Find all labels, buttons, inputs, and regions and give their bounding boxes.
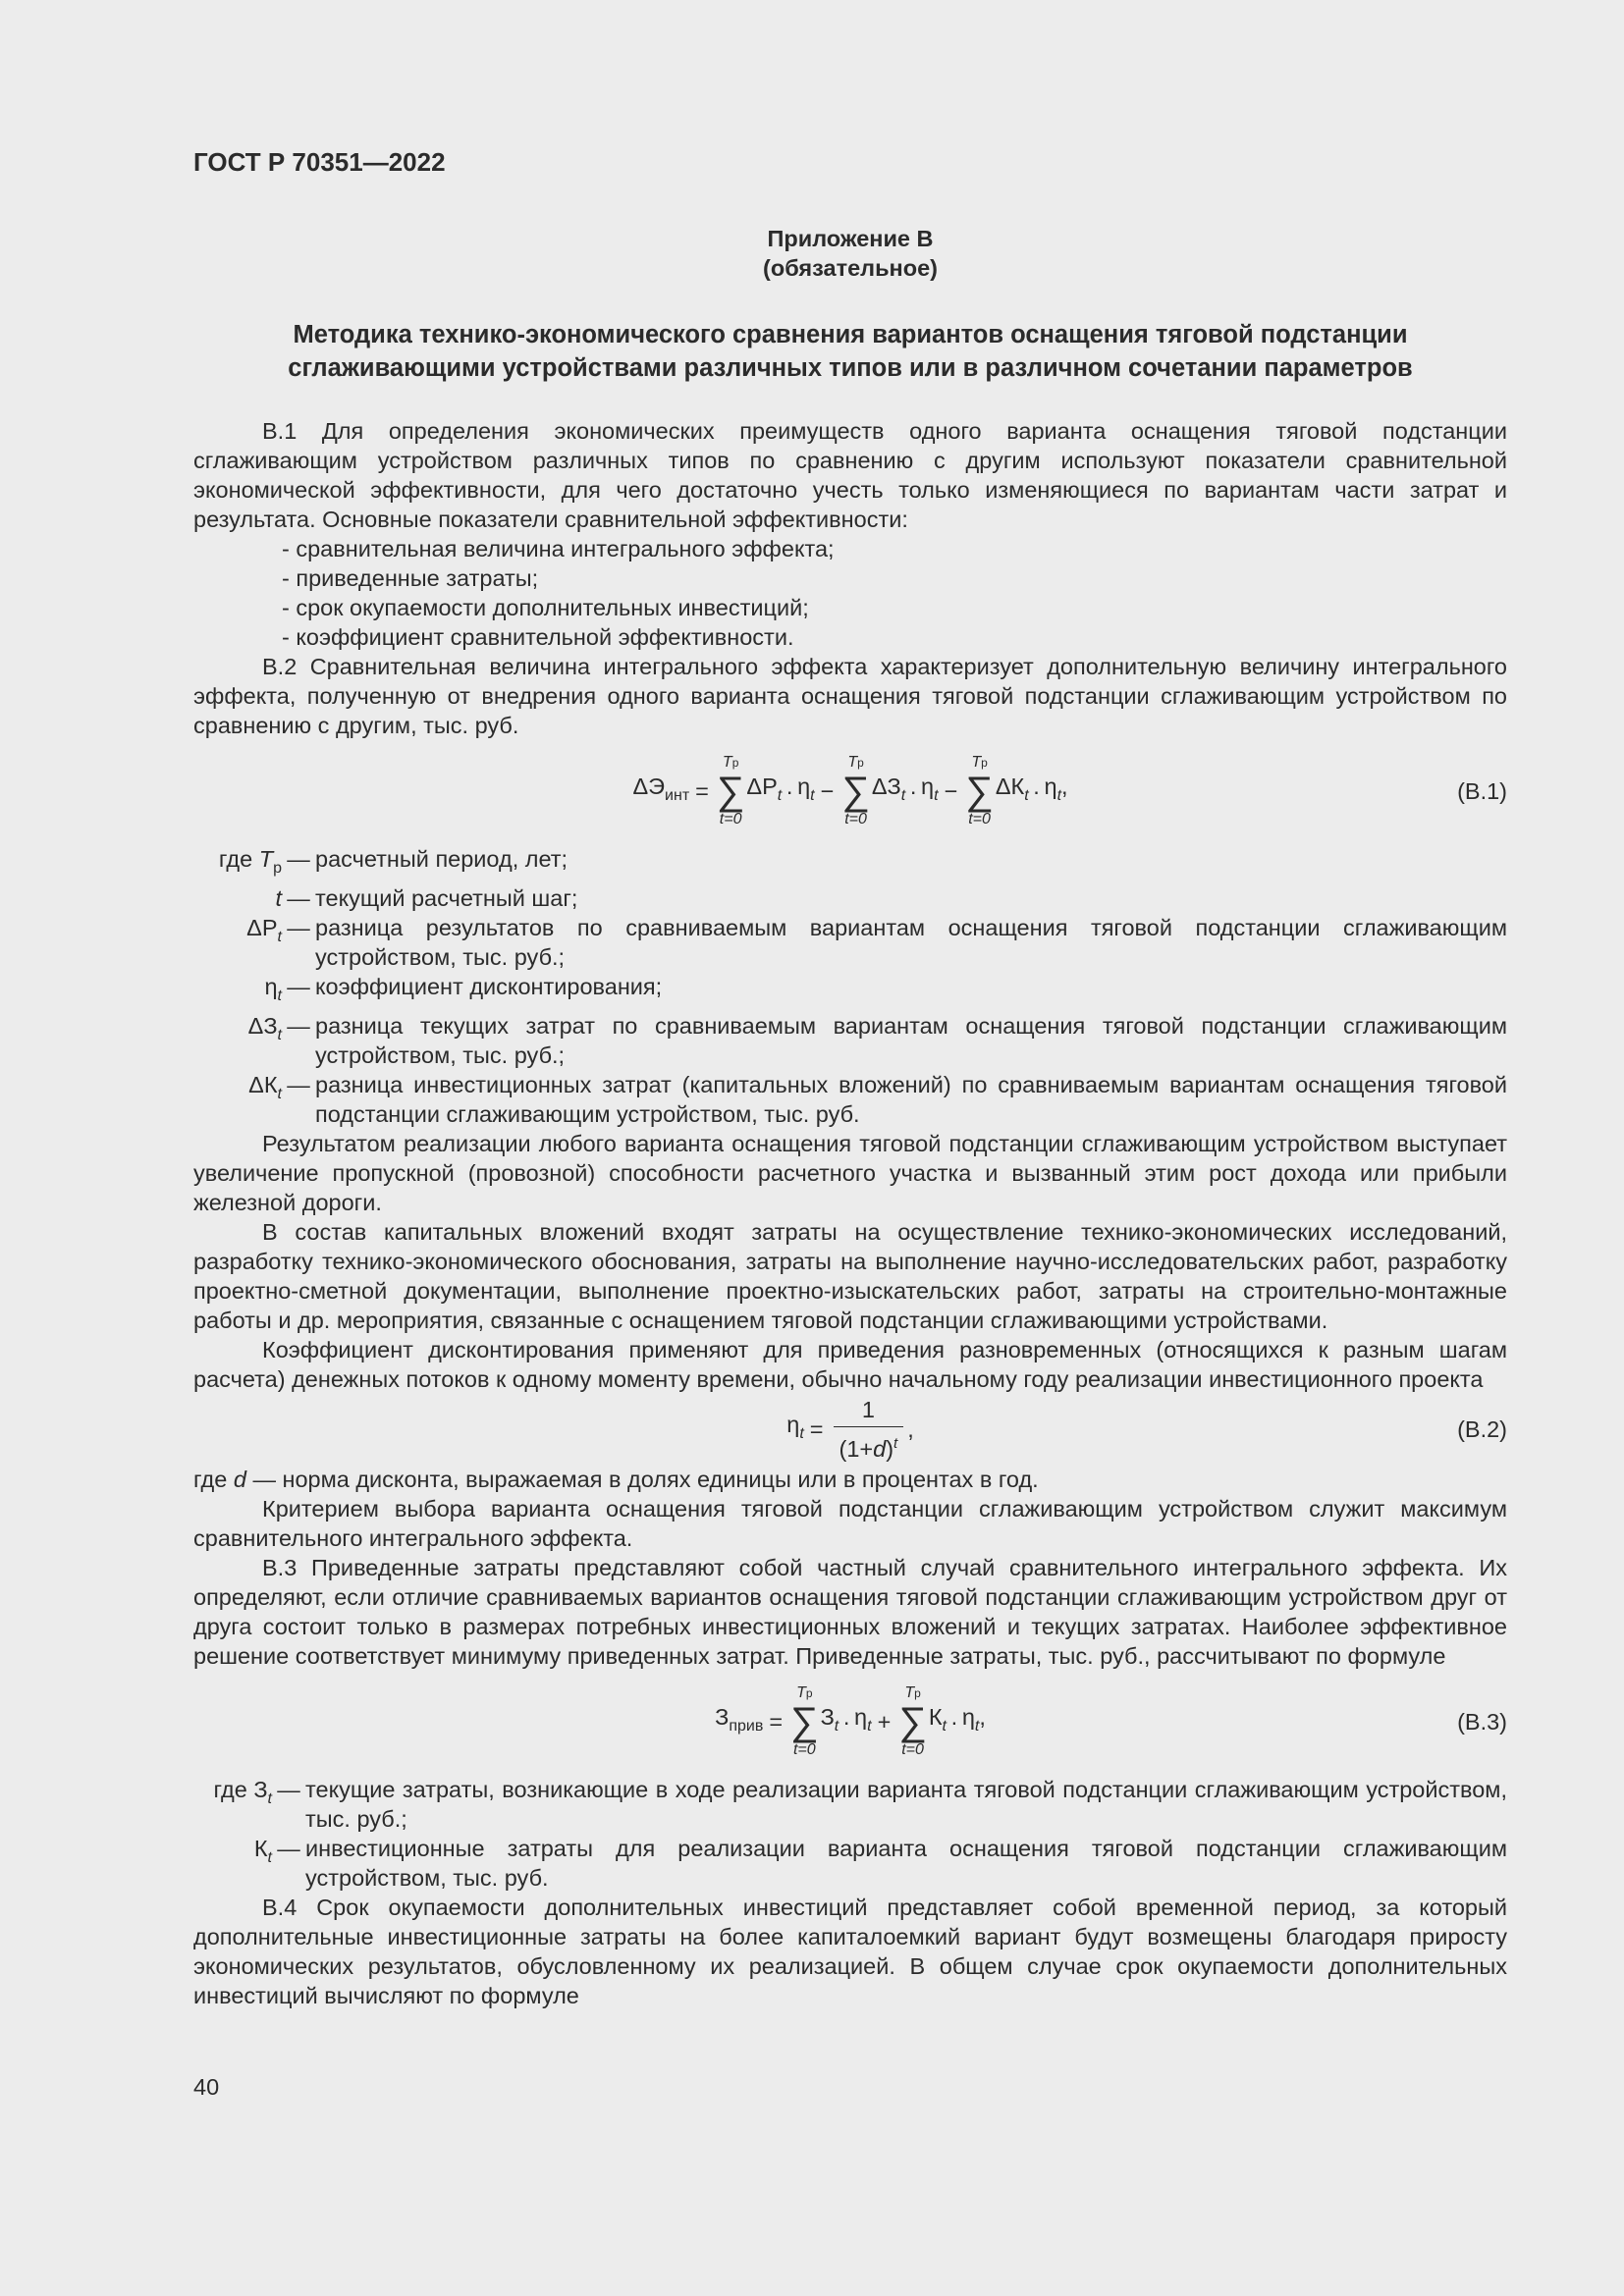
definition-text: текущие затраты, возникающие в ходе реализации варианта тяговой подстанции сглаживающим устройством, тыс. руб.; [305, 1777, 1507, 1832]
definition-dash: — [287, 885, 310, 911]
paragraph-discount: Коэффициент дисконтирования применяют для приведения разновременных (относящихся к разным шагам расчета) денежных потоков к одному моменту времени, обычно начальному году реализации инвестиционного проекта [193, 1337, 1507, 1392]
fraction: $\frac{1}{(1+d)^t}$ [834, 1395, 904, 1464]
list-item-3: - срок окупаемости дополнительных инвестиций; [282, 595, 809, 620]
definition-row [193, 1834, 1507, 1893]
definition-symbol: $\eta_t$ [264, 974, 282, 1004]
sum-symbol: Tр ∑ t=0 [716, 754, 745, 828]
definition-text: расчетный период, лет; [315, 846, 568, 872]
definition-text: разница инвестиционных затрат (капитальных вложений) по сравниваемым вариантам оснащения тяговой подстанции сглаживающим устройством, тыс. руб. [315, 1072, 1507, 1127]
list-item-1: - сравнительная величина интегрального эффекта; [282, 536, 835, 561]
definition-row [193, 1011, 1507, 1070]
definition-text: разница текущих затрат по сравниваемым вариантам оснащения тяговой подстанции сглаживающим устройством, тыс. руб.; [315, 1013, 1507, 1068]
definition-dash: — [287, 1072, 310, 1097]
definition-text: разница результатов по сравниваемым вариантам оснащения тяговой подстанции сглаживающим устройством, тыс. руб.; [315, 915, 1507, 970]
formula-b2-expression: $\eta_t$ = $\frac{1}{(1+d)^t}$ , [786, 1397, 914, 1462]
formula-b1-expression: $\Delta Э_{инт}$ = Tр ∑ t=0 $\Delta Р_t$ · $\eta_t$ − Tр ∑ t=0 $\Delta З_t$ · $\eta_t$ − Tр ∑ t=0 $\Delta К_t$ · $\eta_t$, [632, 754, 1068, 828]
definition-row [193, 1070, 1507, 1129]
definition-row [193, 883, 1507, 913]
paragraph-criterion: Критерием выбора варианта оснащения тяговой подстанции сглаживающим устройством служит максимум сравнительного интегрального эффекта. [193, 1496, 1507, 1551]
definition-dash: — [277, 1777, 300, 1802]
sum-symbol: Tр ∑ t=0 [841, 754, 870, 828]
definition-row [193, 844, 1507, 883]
annex-title: Приложение В [767, 226, 934, 251]
method-title [193, 318, 1507, 385]
definition-text: инвестиционные затраты для реализации варианта оснащения тяговой подстанции сглаживающим устройством, тыс. руб. [305, 1836, 1507, 1891]
method-title-line-2: сглаживающими устройствами различных типов или в различном сочетании параметров [288, 354, 1413, 382]
definition-dash: — [287, 915, 310, 940]
page-number: 40 [193, 2074, 220, 2100]
definition-symbol: $\Delta Р_t$ [246, 915, 282, 945]
definitions-b3 [193, 1775, 1507, 1893]
equation-number-b2: (В.2) [1457, 1416, 1507, 1442]
paragraph-b1: В.1 Для определения экономических преимуществ одного варианта оснащения тяговой подстанции сглаживающим устройством различных типов по сравнению с другим используют показатели сравнительной экономической эффективности, для чего достаточно учесть только изменяющиеся по вариантам части затрат и результата. Основные показатели сравнительной эффективности: [193, 418, 1507, 532]
paragraph-b4: В.4 Срок окупаемости дополнительных инвестиций представляет собой временной период, за который дополнительные инвестиционные затраты на более капиталоемкий вариант будут возмещены благодаря приросту экономических результатов, обусловленному их реализацией. В общем случае срок окупаемости дополнительных инвестиций вычисляют по формуле [193, 1895, 1507, 2008]
formula-b1 [193, 740, 1507, 842]
equation-number-b1: (В.1) [1457, 778, 1507, 804]
formula-b3 [193, 1671, 1507, 1773]
definition-d-text: — норма дисконта, выражаемая в долях единицы или в процентах в год. [252, 1467, 1039, 1492]
formula-b3-expression: $З_{прив}$ = Tр ∑ t=0 $З_t$ · $\eta_t$ + Tр ∑ t=0 $К_t$ · $\eta_t$, [715, 1684, 986, 1758]
paragraph-result: Результатом реализации любого варианта оснащения тяговой подстанции сглаживающим устройством выступает увеличение пропускной (провозной) способности расчетного участка и вызванный этим рост дохода или прибыли железной дороги. [193, 1131, 1507, 1215]
definition-d: где d — норма дисконта, выражаемая в долях единицы или в процентах в год. [193, 1467, 1039, 1492]
definition-symbol: t [275, 885, 282, 911]
definition-symbol: $К_t$ [253, 1836, 272, 1866]
sum-symbol: Tр ∑ t=0 [898, 1684, 927, 1758]
list-item-4: - коэффициент сравнительной эффективности. [282, 624, 794, 650]
sum-symbol: Tр ∑ t=0 [790, 1684, 819, 1758]
paragraph-b2: В.2 Сравнительная величина интегрального эффекта характеризует дополнительную величину интегрального эффекта, полученную от внедрения одного варианта оснащения тяговой подстанции сглаживающим устройством по сравнению с другим, тыс. руб. [193, 654, 1507, 738]
paragraph-b3: В.3 Приведенные затраты представляют собой частный случай сравнительного интегрального эффекта. Их определяют, если отличие сравниваемых вариантов оснащения тяговой подстанции сглаживающим устройством друг от друга состоит только в размерах потребных инвестиционных вложений и текущих затратах. Наиболее эффективное решение соответствует минимуму приведенных затрат. Приведенные затраты, тыс. руб., рассчитывают по формуле [193, 1555, 1507, 1669]
definition-dash: — [287, 974, 310, 999]
definition-symbol: $\Delta З_t$ [247, 1013, 282, 1043]
document-code: ГОСТ Р 70351—2022 [193, 147, 446, 177]
list-item-2: - приведенные затраты; [282, 565, 539, 591]
definition-symbol: где $З_t$ [213, 1777, 272, 1807]
method-title-line-1: Методика технико-экономического сравнения вариантов оснащения тяговой подстанции [293, 321, 1408, 348]
definition-dash: — [287, 1013, 310, 1039]
formula-b2 [193, 1394, 1507, 1465]
definition-dash: — [287, 846, 310, 872]
equation-number-b3: (В.3) [1457, 1709, 1507, 1735]
definition-row [193, 913, 1507, 972]
definition-symbol: где $T_р$ [218, 846, 282, 877]
definition-text: коэффициент дисконтирования; [315, 974, 663, 999]
paragraph-capital: В состав капитальных вложений входят затраты на осуществление технико-экономических исследований, разработку технико-экономического обоснования, затраты на выполнение научно-исследовательских работ, разработку проектно-сметной документации, выполнение проектно-изыскательских работ, затраты на строительно-монтажные работы и др. мероприятия, связанные с оснащением тяговой подстанции сглаживающими устройствами. [193, 1219, 1507, 1333]
annex-status: (обязательное) [763, 255, 938, 281]
definition-row [193, 972, 1507, 1011]
definition-symbol: $\Delta К_t$ [248, 1072, 282, 1102]
definition-dash: — [277, 1836, 300, 1861]
definition-text: текущий расчетный шаг; [315, 885, 578, 911]
definition-row [193, 1775, 1507, 1834]
sum-symbol: Tр ∑ t=0 [965, 754, 994, 828]
page-content [193, 224, 1507, 2010]
definitions-b1 [193, 844, 1507, 1129]
